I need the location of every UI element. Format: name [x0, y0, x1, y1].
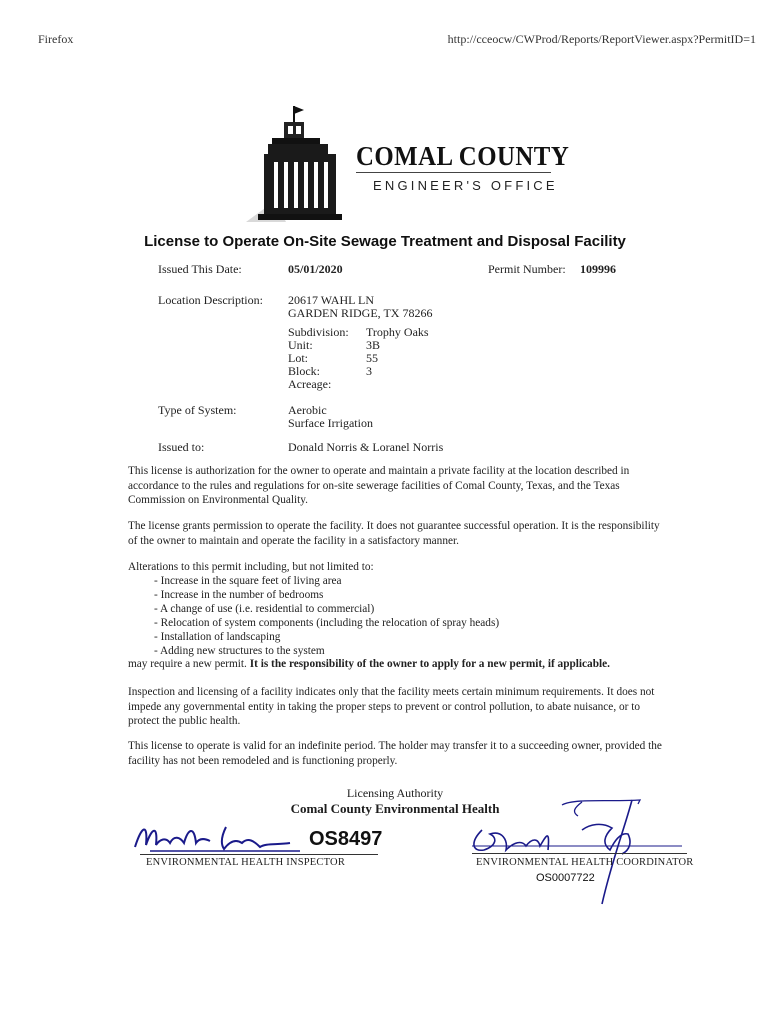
- system-type-label: Type of System:: [158, 403, 237, 417]
- inspector-signature-line: [140, 854, 378, 855]
- unit-value: 3B: [366, 338, 381, 352]
- permission-paragraph: The license grants permission to operate the facility. It does not guarantee successful operation. It is the responsibility of the owner to maintain and operate the facility in a satisfactory manner.: [128, 520, 660, 547]
- inspector-title: ENVIRONMENTAL HEALTH INSPECTOR: [146, 857, 346, 868]
- address-line2: GARDEN RIDGE, TX 78266: [288, 306, 433, 320]
- license-title: License to Operate On-Site Sewage Treatment and Disposal Facility: [144, 233, 626, 250]
- courthouse-logo-icon: [246, 104, 356, 222]
- issued-to-value: Donald Norris & Loranel Norris: [288, 440, 444, 454]
- header-divider: [356, 172, 551, 173]
- unit-label: Unit:: [288, 338, 313, 352]
- issued-date-value: 05/01/2020: [288, 262, 343, 276]
- coordinator-signature-icon: [462, 780, 692, 910]
- block-value: 3: [366, 364, 372, 378]
- page-url: http://cceocw/CWProd/Reports/ReportViewer.aspx?PermitID=1: [447, 32, 756, 46]
- list-item: - Increase in the square feet of living area: [154, 574, 499, 588]
- coordinator-code: OS0007722: [536, 872, 595, 884]
- alterations-intro: Alterations to this permit including, but not limited to:: [128, 561, 374, 573]
- permit-number-value: 109996: [580, 262, 616, 276]
- alterations-outro-text: may require a new permit.: [128, 658, 247, 670]
- validity-paragraph: This license to operate is valid for an indefinite period. The holder may transfer it to a succeeding owner, provided the facility has not been remodeled and is functioning properly.: [128, 740, 662, 767]
- list-item: - A change of use (i.e. residential to commercial): [154, 602, 499, 616]
- list-item: - Installation of landscaping: [154, 630, 499, 644]
- acreage-label: Acreage:: [288, 377, 332, 391]
- browser-name: Firefox: [38, 32, 74, 46]
- alterations-list: [154, 574, 499, 658]
- issued-to-label: Issued to:: [158, 440, 205, 454]
- coordinator-title: ENVIRONMENTAL HEALTH COORDINATOR: [476, 857, 694, 868]
- alterations-responsibility: It is the responsibility of the owner to apply for a new permit, if applicable.: [249, 658, 610, 670]
- issued-date-label: Issued This Date:: [158, 262, 242, 276]
- system-type-line2: Surface Irrigation: [288, 416, 373, 430]
- inspector-code: OS8497: [309, 828, 383, 850]
- list-item: - Relocation of system components (including the relocation of spray heads): [154, 616, 499, 630]
- authorization-paragraph: This license is authorization for the owner to operate and maintain a private facility at the location described in accordance to the rules and regulations for on-site sewerage facilities of Comal County, Texas, and the Texas Commission on Environmental Quality.: [128, 465, 630, 506]
- authority-name: Comal County Environmental Health: [290, 801, 500, 816]
- subdivision-value: Trophy Oaks: [366, 325, 429, 339]
- lot-value: 55: [366, 351, 378, 365]
- list-item: - Adding new structures to the system: [154, 644, 499, 658]
- location-label: Location Description:: [158, 293, 263, 307]
- office-name: ENGINEER'S OFFICE: [373, 178, 558, 193]
- list-item: - Increase in the number of bedrooms: [154, 588, 499, 602]
- coordinator-signature-line: [472, 853, 687, 854]
- alterations-outro: [128, 657, 668, 672]
- address-line1: 20617 WAHL LN: [288, 293, 374, 307]
- lot-label: Lot:: [288, 351, 308, 365]
- permit-number-label: Permit Number:: [488, 262, 566, 276]
- subdivision-label: Subdivision:: [288, 325, 349, 339]
- county-name: COMAL COUNTY: [356, 141, 570, 171]
- block-label: Block:: [288, 364, 320, 378]
- system-type-line1: Aerobic: [288, 403, 327, 417]
- inspection-paragraph: Inspection and licensing of a facility indicates only that the facility meets certain minimum requirements. It does not impede any governmental entity in taking the proper steps to prevent or control pollution, to abate nuisance, or to protect the public health.: [128, 686, 655, 727]
- authority-label: Licensing Authority: [346, 786, 444, 800]
